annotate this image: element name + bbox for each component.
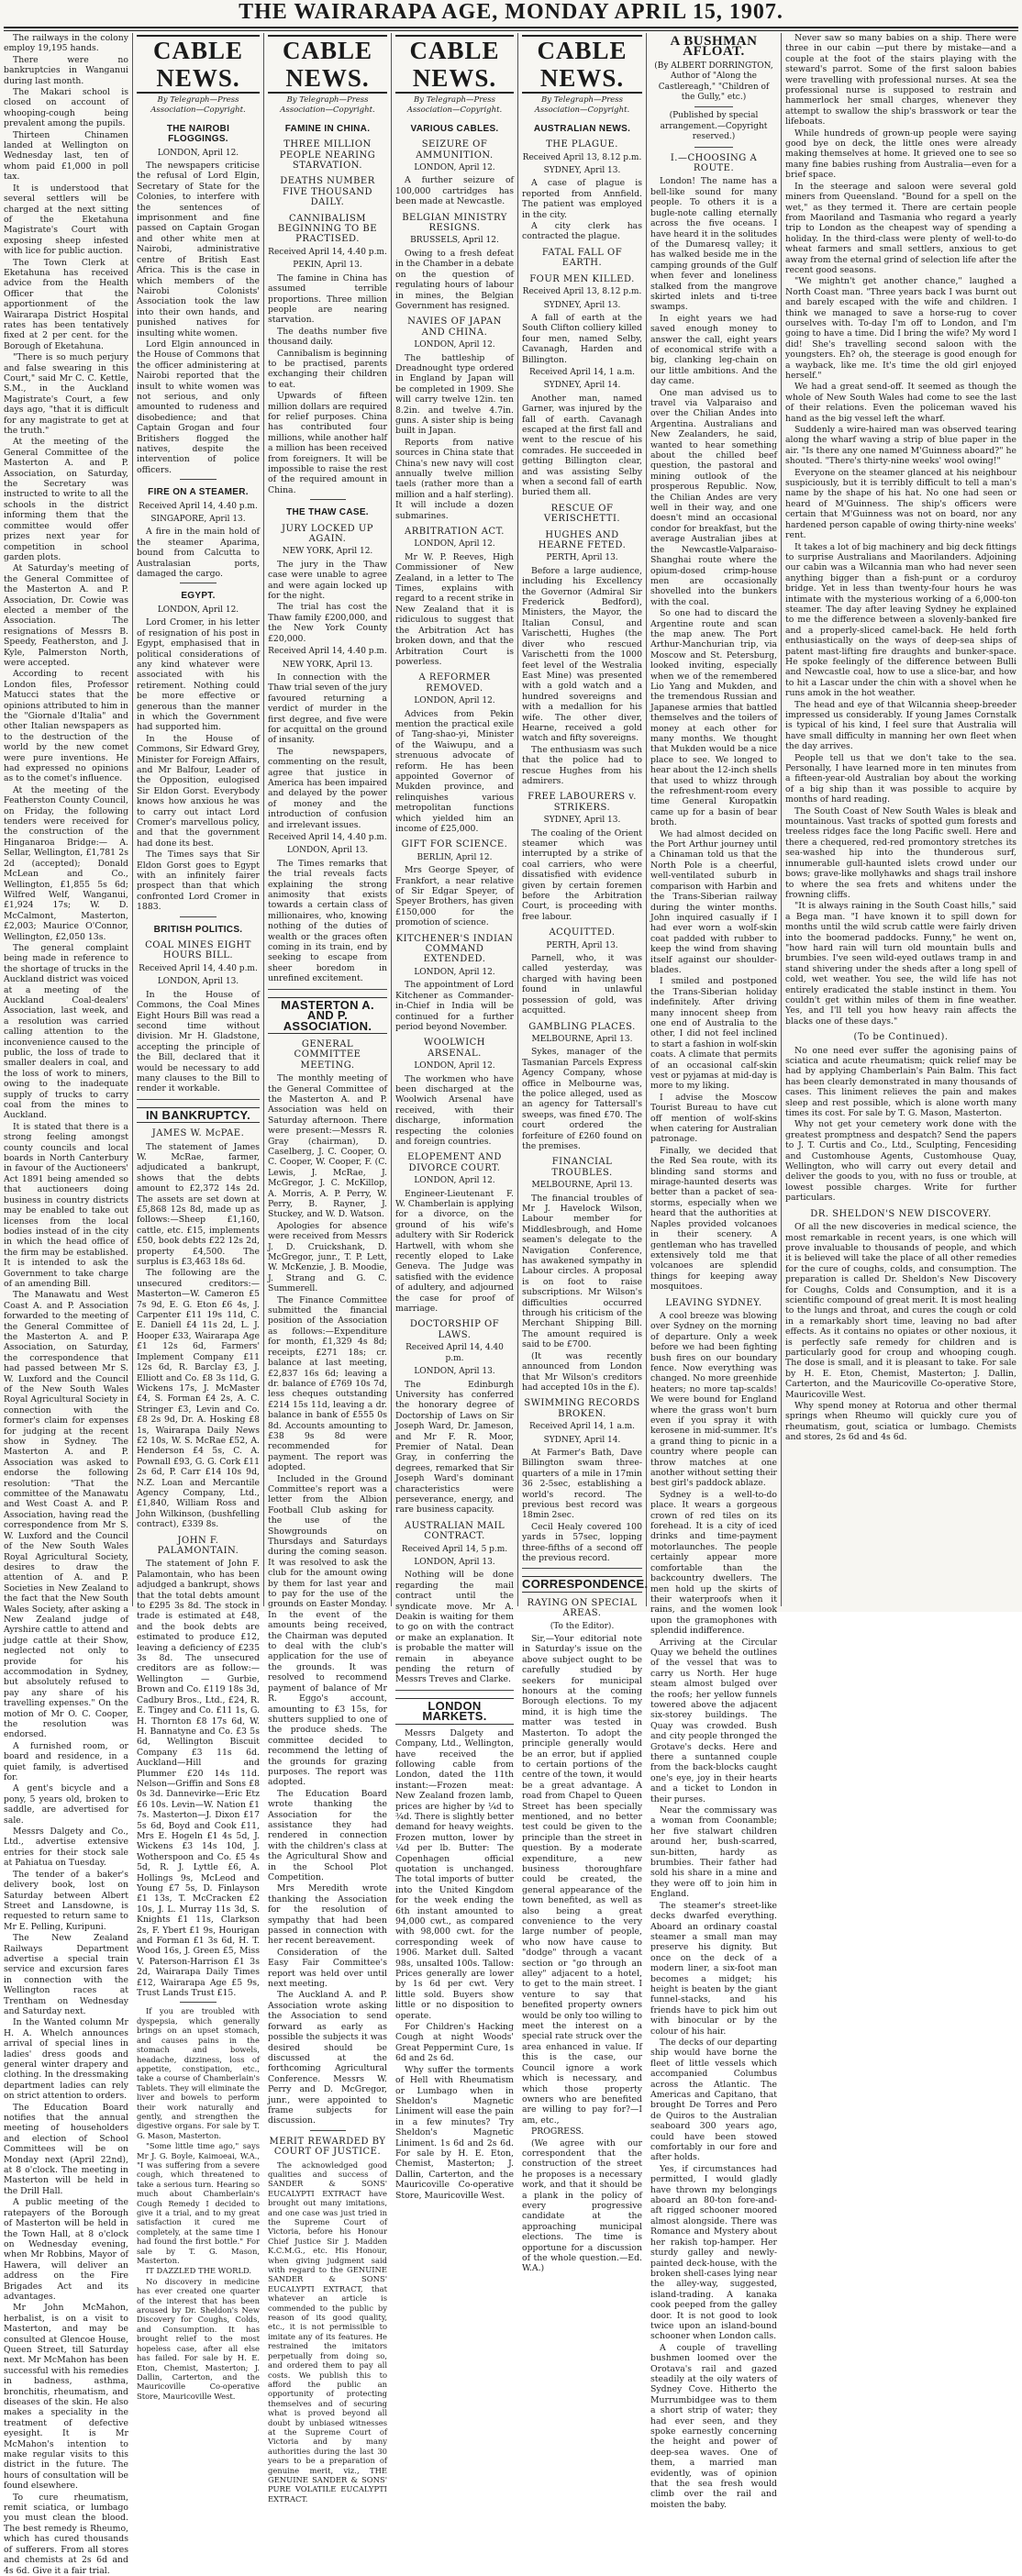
paragraph: In the House of Commons, Sir Edward Grey, Minister for Foreign Affairs, and Mr Balfour, Leader of the Opposition, eulogised Sir Eldon Gorst. Everybody knows how anxious he was to carry out intact Lord Cromer's marvellous policy, and that the government had done its best.: [137, 733, 260, 849]
advertisement: The acknowledged good qualities and success of SANDER & SONS' EUCALYPTI EXTRACT have brought out many imitations, and one case was just tried in the Supreme Court of Victoria, before his Honour Chief Justice Sir J. Madden K.C.M.G., etc. His Honour, when giving judgment said with regard to the GENUINE SANDER & SONS' EUCALYPTI EXTRACT, that whatever an article is commended to the public by reason of its good quality, etc., it is not permissible to imitate any of its features. He restrained the imitators perpetually from doing so, and ordered them to pay all costs. We publish this to afford the public an opportunity of protecting themselves and of securing what is proved beyond all doubt by unbiased witnesses at the Supreme Court of Victoria and by many authorities during the last 30 years to be a preparation of genuine merit, viz., THE GENUINE SANDER & SONS' PURE VOLATILE EUCALYPTI EXTRACT.: [268, 2160, 387, 2504]
dateline: LONDON, April 12.: [157, 605, 239, 615]
paragraph: According to recent London files, Professor Matucci states that the opinions attributed to him in the "Giornale d'Italia" and other Italian newspapers as to the destruction of the world by the new comet were pure inventions. He had expressed no opinions as to the comet's influence.: [4, 669, 128, 784]
headline-fire-steamer: FIRE ON A STEAMER.: [148, 487, 249, 498]
paragraph: The Auckland A. and P. Association wrote asking the Association to send forward as early as possible the subjects it was desired should be discussed at the forthcoming Agricultural Conference. Messrs W. Perry and D. McGregor, junr., were appointed to frame subjects for discussion.: [268, 1990, 387, 2126]
paragraph: The deaths number five thousand daily.: [268, 326, 387, 348]
separator: [522, 1568, 642, 1569]
separator: [694, 147, 732, 148]
headline-nairobi: THE NAIROBI FLOGGINGS.: [166, 123, 230, 145]
paragraph: Reports from native sources in China state that China's new navy will cost annually twelve million taels (rather more than a million and a half sterling). It will include a dozen submarines.: [395, 437, 514, 521]
column-serial-story: [647, 33, 781, 2510]
byline: By Telegraph—Press Association—Copyright.: [150, 95, 246, 116]
article-body: [395, 1728, 514, 2201]
story-paragraph: Never saw so many babies on a ship. There were three in our cabin —put there by mistake—and a couple at the foot of the stairs playing with the steward's parrot. Some of the first saloon babies were travelling with professional nurses. At sea the professional nurse is supposed to restrain and hammerlock her small charges, whenever they attempt to swallow the ship's brasswork or tear the lifeboats.: [785, 33, 1016, 128]
subheadline: FOUR MEN KILLED.: [529, 273, 635, 284]
received-line: Received April 14, 1 a.m.: [529, 1422, 635, 1432]
paragraph: The Times says that Sir Eldon Gorst goes to Egypt with an infinitely fairer prospect than that which confronted Lord Cromer in 1883.: [137, 849, 260, 913]
paragraph: No discovery in medicine has ever created one quarter of the interest that has been aroused by Dr. Sheldon's New Discovery for Coughs, Colds, and Consumption. It has brought relief to the most hopeless case, after all else has failed. For sale by H. E. Eton, Chemist, Masterton; J. Dallin, Carterton, and the Mauricoville Co-operative Store, Mauricoville West.: [137, 2276, 260, 2401]
article-body: [137, 161, 260, 475]
separator: [180, 916, 217, 917]
story-paragraph: The steamer's street-like decks dwarfed everything. Aboard an ordinary coastal steamer a small man may preserve his dignity. But once on the deck of a modern liner, a six-foot man becomes a midget; his height is beaten by the giant funnel-stacks, and his friends have to pick him out with binocular or by the colour of his hair.: [650, 1900, 777, 2037]
story-paragraph: Of all the new discoveries in medical science, the most remarkable in recent years, is one which will prove invaluable to thousands of people, and which it is believed will take the place of all other remedies for the cure of coughs, colds, and consumption. The preparation is called Dr. Sheldon's New Discovery for Coughs, Colds and Consumption, and it is a scientific compound of great merit. It is most healing to the lungs and throat, and cures the cough or cold in a remarkably short time, leaving no bad after effects. As it contains no opiates or other noxious, it is perfectly safe remedy for children and is particularly good for croup and whooping cough. The dose is small, and it is pleasant to take. For sale by H. E. Eton, Chemist, Masterton; J. Dallin, Carterton, and the Mauricoville Co-operative Store, Mauricoville West.: [785, 1222, 1016, 1400]
headline-british-politics: BRITISH POLITICS.: [153, 924, 243, 935]
article-body: [137, 1559, 260, 1998]
story-paragraph: "It is always raining in the South Coast hills," said a Bega man. "I have known it to spill down for months until the wild scrub cattle were fairly driven into the boomerad paddocks. Funny," he went on, "how hard rain will turn old mountain bulls and brumbies. I've seen wild-eyed outlaws tramp in and stand shivering under the sheds after a long spell of cold, wet weather. You see, the wild life has not entirely eradicated the stable instinct in them. You couldn't get within miles of them in fine weather. Yes, and I'll tell you how heavy rain affects the blacks one of these days.": [785, 901, 1016, 1027]
paragraph: If you are troubled with dyspepsia, which generally brings on an upset stomach, and causes pains in the stomach and bowels, headache, dizziness, loss of appetite, constipation, etc., take a course of Chamberlain's Tablets. They will eliminate the liver and bowels to perform their work naturally and gently, and strengthen the digestive organs. For sale by T. G. Mason, Masterton.: [137, 2006, 260, 2140]
story-body-part2: [785, 33, 1016, 1443]
dateline: LONDON, April 12.: [414, 1061, 495, 1071]
paragraph: The financial troubles of Mr J. Havelock Wilson, Labour member for Middlesbrough, and Home seamen's delegate to the Navigation Conference, has awakened sympathy in Labour circles. A proposal is on foot to raise subscriptions. Mr Wilson's difficulties occurred through his criticism of the Merchant Shipping Bill. The amount required is said to be £700.: [522, 1193, 642, 1350]
masthead-rule: [4, 27, 1018, 31]
paragraph: The Town Clerk at Eketahuna has received advice from the Health Officer that the apportionment of the Wairarapa District Hospital rates has been tentatively fixed at 2 per cent. for the Borough of Eketahuna.: [4, 257, 128, 351]
article-body: [395, 353, 514, 522]
dateline: SYDNEY, April 13.: [543, 166, 621, 176]
headline-thaw-case: THE THAW CASE.: [286, 507, 369, 518]
received-line: Received April 13, 8.12 p.m.: [522, 287, 642, 297]
story-paragraph: Why not get your cemetery work done with the greatest promptness and despatch? Send the papers to J. T. Curtis and Co., Ltd., Sculpting, Fencesiding and Customhouse Agents, Customhouse Quay, Wellington, who will carry out every detail and deliver the goods to you, with no fuss or trouble, at lowest possible charges. Write for further particulars.: [785, 1119, 1016, 1204]
received-line: Received April 14, 4.40 p.m.: [268, 247, 387, 257]
subheadline: DOCTORSHIP OF LAWS.: [409, 1319, 500, 1340]
to-the-editor: (To the Editor).: [550, 1621, 615, 1631]
headline-famine-china: FAMINE IN CHINA.: [284, 123, 371, 134]
story-subheading: DR. SHELDON'S NEW DISCOVERY.: [810, 1208, 992, 1219]
story-paragraph: It takes a lot of big machinery and big deck fittings to surprise Australians and Maorilanders. Adjoining our cabin was a Wilcannia man who had never seen anything bigger than a fish-punt or a corduroy bridge. Yet in less than twenty-four hours he was intimate with the mysterious working of a 6,000-ton steamer. The day after leaving Sydney he explained to me the difference between a slovenly-banked fire and a properly-sliced camel-back. He held forth enthusiastically on the ways of deep-sea ships of patent mast-lifting fire draughts and bunker-space. He spoke feelingly of the difference between Bulli and Newcastle coal, how to use a slice-bar, and how to hit a Lascar under the chin with a shovel when he runs amok in the hot weather.: [785, 541, 1016, 699]
paragraph: In the Wanted column Mr H. A. Whelch announces arrival of special lines in ladies' dress goods and general winter drapery and clothing. In the dressmaking department ladies can rely on strict attention to orders.: [4, 2017, 128, 2102]
paragraph: It is stated that there is a strong feeling amongst county councils and local boards in North Canterbury in favour of the Auctioneers' Act 1891 being amended so that auctioneers doing business in country districts may be enabled to take out licenses from the local bodies instead of in the city in which the head office of the firm may be established. It is intended to ask the Government to take charge of an amending Bill.: [4, 1121, 128, 1289]
paragraph: At Saturday's meeting of the General Committee of the Masterton A. and P. Association, Dr. Cowie was elected a member of the Association. The resignations of Messrs B. Speedy, Featherston, and J. Kyle, Palmerston North, were accepted.: [4, 563, 128, 668]
story-paragraph: Why spend money at Rotorua and other thermal springs when Rheumo will quickly cure you of rheumatism, gout, sciatica or lumbago. Chemists and stores, 2s 6d and 4s 6d.: [785, 1401, 1016, 1443]
column-cable-news-4: [518, 33, 649, 2274]
headline-bankruptcy: IN BANKRUPTCY.: [137, 1107, 260, 1123]
paragraph: Included in the Ground Committee's report was a letter from the Albion Football Club asking for the use of the Showgrounds on Thursdays and Saturdays during the coming season. It was resolved to ask the club for the amount owing by them for last year and to pay for the use of the grounds on Easter Monday. In the event of the amounts being received, the Chairman was deputed to deal with the club's application for the use of the grounds. It was resolved to recommend payment of balance of Mr R. Eggo's account, amounting to £3 15s, for shutters supplied to one of the produce sheds. The committee decided to recommend the letting of the grounds for grazing purposes. The report was adopted.: [268, 1473, 387, 1788]
article-paragraph: The coaling of the Orient steamer which was interrupted by a strike of coal carriers, who were dissatisfied with evidence given by certain foremen before the Arbitration Court, is proceeding with free labour.: [522, 827, 642, 922]
paragraph: A public meeting of the ratepayers of the Borough of Masterton will be held in the Town Hall, at 8 o'clock on Wednesday evening, when Mr Robbins, Mayor of Hawera, will deliver an address on the Fire Brigades Act and its advantages.: [4, 2197, 128, 2302]
paragraph: Messrs Dalgety and Company, Ltd., Wellington, have received the following cable from London, dated the 11th instant:—Frozen meat: New Zealand frozen lamb, prices are higher by ¼d to ¾d. There is slightly better demand for heavy weights. Frozen mutton, lower by ¼d per lb. Butter: The Copenhagen official quotation is unchanged. The total imports of butter into the United Kingdom for the week ending the 6th instant amounted to 94,000 cwt., as compared with 98,000 cwt. for the corresponding week of 1906. Market dull. Salted 98s, unsalted 100s. Tallow: Prices generally are lower by 1s 6d per cwt. Very little sold. Buyers show little or no disposition to operate.: [395, 1727, 514, 2021]
subheadline: ELOPEMENT AND DIVORCE COURT.: [407, 1152, 502, 1173]
subheadline: RESCUE OF VERISCHETTI.: [543, 503, 621, 525]
headline-correspondence: CORRESPONDENCE.: [522, 1577, 649, 1592]
paragraph: Cecil Healy covered 100 yards in 57sec, lopping three-fifths of a second off the previous record.: [522, 1521, 642, 1563]
cable-news-banner: CABLE NEWS.: [137, 35, 260, 94]
article-paragraph: The workmen who have been discharged at the Woolwich Arsenal have received, with their discharge, information respecting the colonies and foreign countries.: [395, 1073, 514, 1147]
story-paragraph: "We mightn't get another chance," laughed a North Coast man. "Three years back I was burnt out and barely escaped with the wife and children. I think we managed to save a horse-rug to cover ourselves with. To-day I'm off to London, and I'm going to have a time. Did I bring the wife? My word I did! She's travelling second saloon with the youngsters. Eh? oh, the steerage is good enough for a wayback, like me. It's time the old girl enjoyed herself.": [785, 276, 1016, 381]
paragraph: The Finance Committee submitted the financial position of the Association as follows:—Expenditure for month, £1,329 4s 8d; receipts, £271 18s; cr. balance at last meeting, £2,837 16s 6d; leaving a dr. balance of £769 10s 7d, less cheques outstanding £214 15s 11d, leaving a dr. balance in bank of £555 0s 8d. Accounts amounting to £38 9s 8d were recommended for payment. The report was adopted.: [268, 1294, 387, 1473]
separator: [694, 106, 732, 107]
paragraph: The statement of James W. McRae, farmer, adjudicated a bankrupt, shows that the debts amount to £2,372 14s 2d. The assets are set down at £5,868 12s 8d, made up as follows:—Sheep £1,160, cattle, etc. £15, implements £50, book debts £22 12s 2d, property £4,500. The surplus is £3,463 18s 6d.: [137, 1141, 260, 1268]
story-paragraph: Sydney is a well-to-do place. It wears a gorgeous crown of red tiles on its forehead. It is a city of iced drinks and time-payment motorlaunches. The people certainly appear more comfortable than the backcountry dwellers. The men hold up the skirts of their waterproofs when it rains, and the women look upon the gramophones with splendid indifference.: [650, 1489, 777, 1637]
article-paragraph: Another man, named Garner, was injured by the fall of earth. Cavanagh escaped at the first fall and went to the rescue of his comrades. He succeeded in getting Billington clear, and was assisting Selby when a second fall of earth buried them all.: [522, 393, 642, 498]
paragraph: The New Zealand Railways Department advertise a special train service and excursion fares in connection with the Wellington races at Trentham on Wednesday and Saturday next.: [4, 1933, 128, 2016]
story-paragraph: One man advised us to travel via Valparaiso and over the Chilian Andes into Argentina. Australians and New Zealanders, he said, wanted to hear something about the chilled beef question, the pastoral and mining outlook of the prosperous Republic. Now, the Chilian Andes are very well in their way, and one doesn't mind an occasional condor for breakfast, but the average Australian jibes at the Newcastle-Valparaiso-Shanghai route where the opium-dosed crimp-house men are occasionally shovelled into the bunkers with the coal.: [650, 387, 777, 607]
cable-news-banner: CABLE NEWS.: [268, 35, 387, 94]
story-paragraph: Finally, we decided that the Red Sea route, with its blinding sand storms and mirage-haunted deserts was better than a packet of sea-storms, especially when we heard that the authorities at Naples provided volcanoes in their scenery. A gentleman who has travelled extensively told me that volcanoes are splendid things for keeping away mosquitoes.: [650, 1145, 777, 1293]
subheadline: FREE LABOURERS v. STRIKERS.: [528, 792, 637, 813]
article-body: [522, 1194, 642, 1393]
subheadline: JAMES W. McPAE.: [151, 1128, 245, 1139]
paragraph: The battleship of Dreadnought type ordered in England by Japan will be completed in 1909. She will carry twelve 12in. ten 8.2in. and twelve 4.7in. guns. A sister ship is being built in Japan.: [395, 352, 514, 437]
column-local-news: [0, 33, 132, 2576]
column-cable-news-2: [264, 33, 391, 2504]
paragraph: Consideration of the Easy Fair Committee's report was held over until next meeting.: [268, 1947, 387, 1990]
byline: By Telegraph—Press Association—Copyright.: [534, 95, 630, 116]
subheadline: GAMBLING PLACES.: [528, 1021, 636, 1032]
dateline: SINGAPORE, April 13.: [150, 515, 246, 525]
dateline: LONDON, April 13.: [414, 1367, 495, 1377]
headline-australian-news: AUSTRALIAN NEWS.: [533, 123, 631, 134]
subheadline: ARBITRATION ACT.: [405, 527, 505, 538]
paragraph: A city clerk has contracted the plague.: [522, 221, 642, 242]
dateline: SYDNEY, April 13.: [543, 300, 621, 310]
paragraph: Before a large audience, including his Excellency the Governor (Admiral Sir Frederick Bedford), Ministers, the Mayor, the Italian Consul, and Varischetti, Hughes (the diver who rescued Varischetti from the 1000 feet level of the Westralia East Mine) was presented with a gold watch and a hundred sovereigns and with a medallion for his wife. The other diver, Hearne, received a gold watch and fifty sovereigns.: [522, 565, 642, 744]
received-line: Received April 14, 4.40 p.m.: [268, 833, 387, 842]
paragraph: The Manawatu and West Coast A. and P. Association forwarded to the meeting of the General Committee of the Masterton A. and P. Association, on Saturday, the correspondence that had passed between Mr S. W. Luxford and the Council of the New South Wales Royal Agricultural Society in connection with the former's claim for expenses for judging at the recent show in Sydney. The Masterton A. and P. Association was asked to endorse the following resolution: "That the committee of the Manawatu and West Coast A. and P. Association, having read the correspondence from Mr S. W. Luxford and the Council of the New South Wales Royal Agricultural Society, desires to draw the attention of A. and P. Societies in New Zealand to the fact that the New South Wales Society, after asking a New Zealand judge of Ayrshire cattle to attend and judge cattle at their Show, neglected not only to provide for his accommodation in Sydney, but absolutely refused to pay any share of his travelling expenses." On the motion of Mr O. C. Cooper, the resolution was endorsed.: [4, 1290, 128, 1740]
story-paragraph: No one need ever suffer the agonising pains of sciatica and acute rheumatism; quick relief may be had by applying Chamberlain's Pain Balm. This fact has been clearly demonstrated in many thousands of cases. This liniment relieves the pain and makes sleep and rest possible, which is alone worth many times its cost. For sale by T. G. Mason, Masterton.: [785, 1045, 1016, 1119]
dateline: SYDNEY, April 14.: [543, 1435, 621, 1445]
separator: [180, 2002, 217, 2003]
chapter-heading: I.—CHOOSING A ROUTE.: [670, 152, 758, 174]
subheadline: COAL MINES EIGHT HOURS BILL.: [145, 940, 251, 961]
subheadline: CANNIBALISM BEGINNING TO BE PRACTISED.: [277, 213, 378, 245]
article-paragraph: A fall of earth at the South Clifton colliery killed four men, named Selby, Cavanagh, Harden and Billington.: [522, 312, 642, 365]
dateline: PERTH, April 13.: [546, 553, 618, 563]
dateline: BERLIN, April 12.: [417, 852, 493, 862]
paragraph: There were no bankruptcies in Wanganui during last month.: [4, 54, 128, 86]
column-cable-news-1: [133, 33, 263, 2401]
article-paragraph: Parnell, who, it was called yesterday, was charged with having been found in unlawful possession of gold, was acquitted.: [522, 953, 642, 1016]
subheadline: FATAL FALL OF EARTH.: [541, 247, 623, 269]
article-paragraph: A fire in the main hold of the steamer Aparima, bound from Calcutta to Australasian ports, damaged the cargo.: [137, 527, 260, 580]
story-paragraph: The decks of our departing ship would have borne the fleet of little vessels which accompanied Columbus across the Atlantic. The Americas and Capitano, that brought De Torres and Pero de Quiros to the Australian seaboard 300 years ago, could have been stowed comfortably in our fore and after holds.: [650, 2037, 777, 2163]
paragraph: Mr John McMahon, herbalist, is on a visit to Masterton, and may be consulted at Glencoe House, Queen Street, till Saturday next. Mr McMahon has been successful with his remedies in badness, asthma, bronchitis, rheumatism, and diseases of the skin. He also makes a speciality in the treatment of defective eyesight. It is Mr McMahon's intention to make regular visits to this district in the future. The hours of consultation will be found elsewhere.: [4, 2303, 128, 2492]
paragraph: The Makari school is closed on account of whooping-cough being prevalent among the pupils.: [4, 87, 128, 129]
separator: [395, 1690, 514, 1691]
dateline: LONDON, April 13.: [286, 846, 369, 856]
story-paragraph: Suddenly a wire-haired man was observed tearing along the wharf waving a strip of blue paper in the air. "Is there any one named M'Guinness aboard?" he shouted. "There's thirty-nine weeks' wool owing!": [785, 425, 1016, 467]
article-paragraph: The Times remarks that the trial reveals facts explaining the strong animosity that exists towards a certain class of millionaires, who, knowing nothing of the duties of wealth or the graces often coming in its train, end by seeking to escape from sheer boredom in unrefined excitement.: [268, 858, 387, 984]
subheadline: THE PLAGUE.: [546, 139, 618, 150]
dateline: LONDON, April 12.: [414, 340, 495, 350]
subheadline: GIFT FOR SCIENCE.: [401, 839, 508, 850]
paragraph: A gent's bicycle and a pony, 5 years old, broken to saddle, are advertised for sale.: [4, 1783, 128, 1826]
subheadline: JURY LOCKED UP AGAIN.: [281, 523, 374, 545]
article-paragraph: The Edinburgh University has conferred the honorary degree of Doctorship of Laws on Sir Joseph Ward, Dr. Jameson, and Mr F. R. Moor, Premier of Natal. Dean Gray, in conferring the degrees, remarked that Sir Joseph Ward's dominant characteristics were perseverance, energy, and rare business capacity.: [395, 1379, 514, 1516]
paragraph: At the meeting of the General Committee of the Masterton A. and P. Association, on Saturday, the Secretary was instructed to write to all the schools in the district informing them that the committee would offer prizes next year for competition in school garden plots.: [4, 437, 128, 562]
paragraph: The trial has cost the Thaw family £200,000, and the New York County £20,000.: [268, 602, 387, 644]
received-line: Received April 13, 8.12 p.m.: [522, 152, 642, 162]
paragraph: Thirteen Chinamen landed at Wellington on Wednesday last, ten of whom paid £1,000 in poll tax.: [4, 129, 128, 183]
paragraph: PROGRESS.: [531, 2126, 584, 2137]
headline-masterton-ap: MASTERTON A. AND P. ASSOCIATION.: [268, 997, 387, 1034]
paragraph: The general complaint being made in reference to the shortage of trucks in the Auckland district was voiced at a meeting of the Auckland Coal-dealers' Association, last week, and a resolution was carried calling attention to the inconvenience caused to the public, the loss of trade to smaller dealers in coal, and the loss of work to miners, owing to the inadequate supply of trucks to carry coal from the mines to Auckland.: [4, 942, 128, 1121]
article-body: [522, 178, 642, 241]
story-body-part1: [650, 176, 777, 2510]
dateline: MELBOURNE, April 13.: [531, 1034, 633, 1044]
article-body: [522, 1634, 642, 2274]
paragraph: It is understood that several settlers will be charged at the next sitting of the Eketahuna Magistrate's Court with exposing sheep infested with lice for public auction.: [4, 183, 128, 257]
dateline: LONDON, April 12.: [414, 539, 495, 550]
story-paragraph: I advise the Moscow Tourist Bureau to have cut off mention of wolf-skins when catering for Australian patronage.: [650, 1092, 777, 1145]
dateline: LONDON, April 12.: [414, 163, 495, 173]
masthead-title: THE WAIRARAPA AGE, MONDAY APRIL 15, 1907.: [239, 0, 783, 24]
paragraph: At Farmer's Bath, Dave Billington swam three-quarters of a mile in 17min 36 2-5sec, establishing a world's record. The previous best record was 18min 2sec.: [522, 1447, 642, 1521]
headline-various-cables: VARIOUS CABLES.: [410, 123, 499, 134]
subheadlines: [268, 139, 387, 245]
paragraph: Messrs Dalgety and Co., Ltd., advertise extensive entries for their stock sale at Pahiatua on Tuesday.: [4, 1827, 128, 1869]
article-paragraph: Owing to a fresh defeat in the Chamber in a debate on the question of regulating hours of labour in mines, the Belgian Government has resigned.: [395, 248, 515, 311]
story-paragraph: Near the commissary was a woman from Coonamble; her five stalwart children around her, bush-scarred, sun-bitten, hardy as brumbies. Their father had sold his share in a mine and they were off to join him in England.: [650, 1805, 777, 1900]
dateline: MELBOURNE, April 13.: [531, 1181, 633, 1191]
story-paragraph: A couple of travelling bushmen loomed over the Orotava's rail and gazed steadily at the oily waters of Sydney Cove. Hitherto the Murrumbidgee was to them a short strip of water; they had ever seen, and they spoke earnestly concerning the height and power of deep-sea waves. One of them, a married man evidently, was of opinion that the sea fresh would climb over the rail and moisten the baby.: [650, 2342, 777, 2510]
story-paragraph: A cool breeze was blowing over Sydney on the morning of departure. Only a week before we had been fighting bush fires on our boundary fence. Now everything was changed. No more greenhide heaters; no more tap-scalds! We were bound for England where the grass won't burn even if you spray it with kerosene in mid-summer. It's a grand thing to picnic in a country where people can throw matches at one another without setting their best girl's paddock ablaze.: [650, 1310, 777, 1489]
article-body: [137, 617, 260, 912]
byline: By Telegraph—Press Association—Copyright.: [406, 95, 503, 116]
dateline: NEW YORK, April 12.: [282, 547, 373, 557]
article-paragraph: Sykes, manager of the Tasmanian Parcels Express Agency Company, whose office in Melbourne was, the police alleged, used as an agency for Tattersall's sweeps, was fined £70. The court ordered the forfeiture of £260 found on the premises.: [522, 1047, 642, 1151]
masthead: [0, 0, 1022, 24]
paragraph: IT DAZZLED THE WORLD.: [146, 2266, 252, 2276]
dateline: LONDON, April 12.: [414, 967, 495, 977]
subheadline: NAVIES OF JAPAN AND CHINA.: [407, 316, 502, 338]
separator: [137, 1099, 260, 1100]
byline: By Telegraph—Press Association—Copyright.: [280, 95, 375, 116]
received-line: Received April 14, 4.40 p.m.: [139, 501, 258, 511]
received-line: Received April 14, 4.40 p.m.: [139, 963, 258, 973]
paragraph: The railways in the colony employ 19,195 hands.: [4, 33, 128, 54]
paragraph: In connection with the Thaw trial seven of the jury favoured returning a verdict of murder in the first degree, and five were for acquittal on the ground of insanity.: [268, 672, 387, 746]
story-paragraph: We had almost decided on the Port Arthur journey until a Chinaman told us that the North Pole is a cheerful, well-ventilated suburb in comparison with Harbin and the Trans-Siberian railway during the winter months. John inquired casually if I had ever worn a wolf-skin coat padded with rubber to keep the wind from shaving itself against our shoulder-blades.: [650, 828, 777, 975]
dateline: LONDON, April 12.: [414, 696, 495, 706]
story-title: A BUSHMAN AFLOAT.: [670, 34, 758, 60]
article-paragraph: The appointment of Lord Kitchener as Commander-in-Chief in India will be continued for a further period beyond November.: [395, 980, 514, 1032]
story-paragraph: In the steerage and saloon were several gold miners from Queensland. "Bound for a spell on the wet," as they termed it. There are certain people from Maoriland and Tasmania who regard a yearly trip to London as the cheapest way of spending a holiday. In the third-class were plenty of well-to-do wheat farmers and small settlers, anxious to get away from the eternal grind of selection life after the recent good seasons.: [785, 181, 1016, 275]
paragraph: "Some little time ago," says Mr J. G. Boyle, Kaimoeai, W.A., "I was suffering from a severe cough, which threatened to take a serious turn. Hearing so much about Chamberlain's Cough Remedy I decided to give it a trial, and to my great satisfaction it cured me completely, at the same time I had found the first bottle." For sale by T. G. Mason, Masterton.: [137, 2141, 260, 2266]
article-body: [522, 566, 642, 787]
story-paragraph: Everyone on the steamer glanced at his neighbour suspiciously, but it is terribly difficult to tell a man's name by the shape of his hat. No one had seen or heard of M'Guinness. The ship's officers were certain that M'Guinness was not on board, nor any hardened person capable of owing thirty-nine weeks' rent.: [785, 467, 1016, 541]
received-line: Received April 14, 4.40 p.m.: [405, 1343, 504, 1363]
story-paragraph: People tell us that we don't take to the sea. Personally, I have learned more in ten minutes from a fifteen-year-old Australian boy about the working of a big ship than it was possible to acquire by months of hard reading.: [785, 752, 1016, 805]
separator: [310, 2130, 346, 2131]
article-paragraph: In the House of Commons, the Coal Mines Eight Hours Bill was read a second time without division. Mr H. Gladstone, accepting the principle of the Bill, declared that it would be necessary to add many clauses to the Bill to render it workable.: [137, 989, 260, 1094]
subheadline: A REFORMER REMOVED.: [418, 672, 491, 694]
story-paragraph: The South Coast of New South Wales is bleak and mountainous. Vast tracks of spotted gum forests and treeless ridges face the long Pacific swell. Here and there a chequered, red-red promontory stretches its sea-washed hip into the thunderous surf, innumerable gull-haunted islets crowd under our bows; grave-like mollyhawks and shags trail inshore to where the sea frets and whitens under the frowning cliffs.: [785, 805, 1016, 900]
received-line: Received April 14, 1 a.m.: [529, 367, 635, 377]
article-paragraph: Engineer-Lieutenant F. W. Chamberlain is applying for a divorce, on the ground of his wife's adultery with Sir Roderick Hartwell, with whom she recently eloped to Lake Geneva. The Judge was satisfied with the evidence of adultery, and adjourned the case for proof of marriage.: [395, 1188, 514, 1315]
dateline: NEW YORK, April 13.: [282, 660, 373, 670]
column-cable-news-3: [392, 33, 517, 2201]
article-paragraph: A further seizure of 100,000 cartridges has been made at Newcastle.: [395, 175, 514, 207]
separator: [268, 989, 387, 990]
dateline: SYDNEY, April 13.: [543, 816, 621, 826]
story-subheading: (To be Continued).: [853, 1032, 949, 1043]
headline-london-markets: LONDON MARKETS.: [395, 1698, 514, 1725]
subheadline: THREE MILLION PEOPLE NEARING STARVATION.: [279, 139, 376, 172]
article-body: [522, 1448, 642, 1563]
cable-news-banner: CABLE NEWS.: [395, 35, 514, 94]
paragraph: The monthly meeting of the General Committee of the Masterton A. and P. Association was held on Saturday afternoon. There were present:—Messrs R. Gray (chairman), D. Caselberg, J. C. Cooper, O. C. Cooper, W. Cooper, F. (C. Lewis, J. McRae, J. McGregor, J. C. McKillop, A. Morris, A. P. Perry, W. Perry, B. Rayner, J. Stuckey, and W. D. Watson.: [268, 1073, 387, 1220]
story-subheading: LEAVING SYDNEY.: [665, 1297, 762, 1308]
subheadline: FINANCIAL TROUBLES.: [551, 1157, 613, 1178]
paragraph: A case of plague is reported from Annfield. The patient was employed in the city.: [522, 178, 642, 220]
paragraph: Lord Elgin announced in the House of Commons that the officer administering at Nairobi reported that the insult to white women was not serious, and only amounted to rudeness and disobedience; and that Captain Grogan and four Britishers flogged the natives, despite the intervention of police officers.: [137, 339, 260, 475]
paragraph: The Education Board wrote thanking the Association for the assistance they had rendered in connection with the children's class at the Agricultural Show and in the School Plot Competition.: [268, 1788, 387, 1882]
local-news-list: [4, 33, 128, 2576]
story-paragraph: The head and eye of that Wilcannia sheep-breeder impressed us considerably. If young James Cornstalk is typical of his kind, I feel sure that Australia will have small difficulty in manning her own fleet when the day arrives.: [785, 699, 1016, 752]
cable-news-banner: CABLE NEWS.: [522, 35, 642, 94]
dateline: BRUSSELS, April 12.: [410, 236, 499, 246]
paragraph: Lord Cromer, in his letter of resignation of his post in Egypt, emphasised that in political considerations of any kind whatever were associated with his retirement. Nothing could be more effective or generous than the manner in which the Government had supported him.: [137, 617, 260, 733]
dateline: PERTH, April 13.: [546, 940, 618, 950]
paragraph: The statement of John F. Palamontain, who has been adjudged a bankrupt, shows that the total debts amount to £295 3s 8d. The stock in trade is estimated at £48, and the book debts are estimated to produce £12, leaving a deficiency of £235 3s 8d. The unsecured creditors are as follow:—Wellington — Gurbie, Brown and Co. £119 18s 3d, Cadbury Bros., Ltd., £24, R. E. Tingey and Co. £11 1s, G. H. Thornton £8 17s 6d, W. H. Bannatyne and Co. £3 5s 6d, Wellington Biscuit Company £3 11s 6d. Auckland—Hill and Plummer £20 14s 11d. Nelson—Griffin and Sons £8 0s 3d. Dannevirke—Eric Etz £6 10s. Levin—W. Nation £1 7s. Masterton—J. Dixon £17 5s 6d, Boyd and Cook £11, Mrs E. Hogeln £1 4s 5d, J. Wickens £3 14s 10d, J. Wotherspoon and Co. £5 4s 5d, R. J. Lyttle £6, A. Hollings 9s, McLeod and Young £7 5s, D. Finlayson £1 13s, T. McCracken £2 10s, J. L. Murray 11s 3d, S. Knights £1 11s, Clarkson 2s, F. Ybert £1 9s, Hourigan and Forman £1 3s 6d, H. T. Wood 16s, J. Green £5, Miss V. Paterson-Harrison £1 3s 2d, Wairarapa Daily Times £12, Wairarapa Age £5 9s, Trust Lands Trust £15.: [137, 1559, 260, 1999]
paragraph: The Education Board notifies that the annual meeting of householders and election of School Committees will be on Monday next (April 22nd), at 8 o'clock. The meeting in Masterton will be held in the Drill Hall.: [4, 2102, 128, 2196]
paragraph: Mrs Meredith wrote thanking the Association for the resolution of sympathy that had been passed in connection with her recent bereavement.: [268, 1883, 387, 1947]
dateline: LONDON, April 13.: [157, 977, 239, 987]
article-body: [268, 560, 387, 644]
received-line: Received April 14, 4.40 p.m.: [268, 647, 387, 657]
subheadline: GENERAL COMMITTEE MEETING.: [294, 1038, 361, 1071]
paragraph: Sir,—Your editorial note in Saturday's issue on the above subject ought to be carefully studied by seekers for municipal honours at the coming Borough elections. To my mind, it is high time the matter was tested in Masterton. To adopt the principle generally would be an error, but if applied to certain portions of the centre of the town, it would be a great advantage. A road from Chapel to Queen Street has been specially mentioned, and no better test could be given to the principle than the street in question. By a moderate expenditure, a new business thoroughfare could be created, the general appearance of the town benefited, as well as also being a great convenience to the very large number of people, who now have cause to "dodge" through a vacant section or "go through an alley" adjacent to a hotel, to get to the main street. I venture to say that benefited property owners would be only too willing to meet the interest on a special rate struck over the area enhanced in value. If this is the case, our Council ignore a work which is necessary, and which those property owners who are benefited are willing to pay for?—I am, etc.,: [522, 1634, 642, 2126]
paragraph: The following are the unsecured creditors:—Masterton—W. Cameron £5 7s 9d, E. G. Eton £6 4s, J. Carpenter £11 19s 11d, C. E. Daniell £4 11s 2d, L. J. Hooper £33, Wairarapa Age £1 12s 6d, Farmers' Implement Company £11 12s 6d, R. Barclay £3, J. Elliott and Co. £8 3s 11d, G. Wickens 17s, J. McMaster £4, S. Forman £4 2s, A. C. Stringer £3, Levin and Co. £8 2s 9d, Dr. A. Hosking £8 1s, Wairarapa Daily News £2 10s, W. S. McRae £52, A. Henderson £4 5s, C. A. Pownall £93, G. G. Cork £11 2s 6d, P. Carr £14 10s 9d, N.Z. Loan and Mercantile Agency Company, Ltd., £1,840, William Ross and John Wilkinson, (bushfelling contract), £339 8s.: [137, 1268, 260, 1530]
paragraph: The jury in the Thaw case were unable to agree and were again locked up for the night.: [268, 559, 387, 602]
article-paragraph: Advices from Pekin mention the practical exile of Tang-shao-yi, Minister of the Waiwupu, and a strenuous advocate of reform. He has been appointed Governor of Mukden province, and relinquishes various metropolitan functions which yielded him an income of £25,000.: [395, 708, 514, 834]
paragraph: The famine in China has assumed terrible proportions. Three million people are nearing starvation.: [268, 272, 387, 326]
paragraph: "There is so much perjury and false swearing in this Court," said Mr C. C. Kettle, S.M., in the Auckland Magistrate's Court, a few days ago, "that it is difficult for any magistrate to get at the truth.": [4, 352, 128, 437]
separator: [180, 479, 217, 480]
subheadline: SEIZURE OF AMMUNITION.: [416, 139, 494, 161]
paragraph: The tender of a baker's delivery book, lost on Saturday between Albert Street and Lansdowne, is requested to return same to Mr E. Pelling, Kuripuni.: [4, 1869, 128, 1932]
dateline: LONDON, April 13.: [414, 1558, 495, 1567]
paragraph: To cure rheumatism, remit sciatica, or lumbago you must clean the blood. The best remedy is Rheumo, which has cured thousands of sufferers. From all stores and chemists at 2s 6d and 4s 6d. Give it a fair trial.: [4, 2492, 128, 2576]
story-paragraph: In eight years we had saved enough money to answer the call, eight years of economical strife with a big, clanking leg-chain on our little ambitions. And the day came.: [650, 313, 777, 387]
paragraph: Upwards of fifteen million dollars are required for relief purposes. China has contributed four millions, while another half a million has been received from foreigners. It will be impossible to raise the rest of the required amount in China.: [268, 391, 387, 495]
story-paragraph: We had a great send-off. It seemed as though the whole of New South Wales had come to see the last of their relations. Even the policeman waved his hand as the big vessel left the wharf.: [785, 382, 1016, 424]
paragraph: The enthusiasm was such that the police had to rescue Hughes from his admirers.: [522, 744, 642, 786]
paragraph: (It was recently announced from London that Mr Wilson's creditors had accepted 10s in the £).: [522, 1350, 642, 1393]
story-author: (By ALBERT DORRINGTON, Author of "Along the Castlereagh," "Children of the Gully," etc.): [654, 61, 773, 103]
column-serial-story-cont: [782, 33, 1022, 1606]
subheadline: MERIT REWARDED BY COURT OF JUSTICE.: [269, 2136, 386, 2158]
story-paragraph: So one had to discard the Argentine route and scan the map anew. The Port Arthur-Manchurian trip, via Moscow and St. Petersburg, looked inviting, especially when we of the remembered Lio Yang and Mukden, and the tremendous Russian and Japanese armies that battled themselves and the toilers of money at each other for many months. We thought that Mukden would be a nice place to see. We longed to hear about the 12-inch shells that used to whizz through the refreshment-room every time General Kuropatkin came up for a basin of bear broth.: [650, 608, 777, 828]
dateline: PEKIN, April 13.: [293, 261, 362, 271]
subheadline: KITCHENER'S INDIAN COMMAND EXTENDED.: [395, 933, 514, 965]
subheadline: RAYING ON SPECIAL AREAS.: [527, 1597, 638, 1619]
copyright-note: (Published by special arrangement.—Copyright reserved.): [660, 111, 768, 142]
received-line: Received April 14, 5 p.m.: [401, 1544, 508, 1554]
story-paragraph: London! The name has a bell-like sound for many people. To others it is a bugle-note calling eternally across the five oceans. I have heard it in the solitudes of the Dumaresq valley; it has walked beside me in the camping grounds of the Gulf when fever and loneliness stalked from the mangrove skirted inlets and ti-tree swamps.: [650, 176, 777, 313]
story-paragraph: I smiled and postponed the Trans-Siberian holiday indefinitely. After driving many innocent sheep from one end of Australia to the other, I did not feel inclined to start a fashion in wolf-skin coats. A climate that permits of an occasional calf-skin vest or pyjamas at mid-day is more to my liking.: [650, 976, 777, 1092]
story-paragraph: While hundreds of grown-up people were saying good bye on deck, the little ones were already making themselves at home. It grieved one to see so many fine babies rushing from Australia—even for a brief space.: [785, 128, 1016, 181]
article-body: [268, 672, 387, 830]
subheadline: AUSTRALIAN MAIL CONTRACT.: [404, 1520, 505, 1542]
article-body: [268, 273, 387, 496]
subheadline: ACQUITTED.: [549, 927, 616, 938]
paragraph: For Children's Hacking Cough at night Woods' Great Peppermint Cure, 1s 6d and 2s 6d.: [395, 2022, 514, 2064]
dateline: LONDON, April 12.: [414, 1176, 495, 1186]
subheadline: SWIMMING RECORDS BROKEN.: [524, 1398, 640, 1419]
headline-egypt: EGYPT.: [181, 591, 216, 602]
subheadline: HUGHES AND HEARNE FETED.: [538, 529, 627, 551]
article-body: [137, 1142, 260, 1530]
article-body: [268, 1073, 387, 2126]
article-paragraph: Mr W. P. Reeves, High Commissioner of New Zealand, in a letter to The Times, explains with regard to a recent strike in New Zealand that it is ridiculous to suggest that the Arbitration Act has broken down, and that the Arbitration Court is powerless.: [395, 551, 514, 667]
paragraph: At the meeting of the Featherston County Council, on Friday, the following tenders were received for the construction of the Hinganaroa Bridge:— A. Sellar, Wellington, £1,781 2s 2d (accepted); Donald McLean and Co., Wellington, £1,855 5s 6d; Wilfred Welf, Wanganui, £1,924 17s; W. D. McCalmont, Masterton, £2,003; Maurice O'Connor, Wellington, £2,050 13s.: [4, 784, 128, 942]
separator: [310, 499, 346, 500]
advertisements: [137, 2006, 260, 2401]
subheadline: DEATHS NUMBER FIVE THOUSAND DAILY.: [280, 176, 375, 208]
paragraph: Apologies for absence were received from Messrs J. D. Cruickshank, D. McGregor, junr., T. P. Lett, W. McKenzie, J. B. Moodie, J. Strang and G. C. Summerell.: [268, 1220, 387, 1294]
dateline: LONDON, April 12.: [157, 148, 239, 158]
paragraph: The newspapers, commenting on the result, agree that justice in America has been impaired and delayed by the power of money and the introduction of confusion and irrelevant issues.: [268, 746, 387, 830]
paragraph: Why suffer the torments of Hell with Rheumatism or Lumbago when in Sheldon's Magnetic Liniment will ease the pain in a few minutes? Try Sheldon's Magnetic Liniment. 1s 6d and 2s 6d. For sale by H. E. Eton, Chemist, Masterton; J. Dallin, Carterton, and the Mauricoville Co-operative Store, Mauricoville West.: [395, 2064, 514, 2201]
subheadline: JOHN F. PALAMONTAIN.: [157, 1535, 239, 1556]
paragraph: A furnished room, or board and residence, in a quiet family, is advertised for.: [4, 1740, 128, 1783]
paragraph: The newspapers criticise the refusal of Lord Elgin, Secretary of State for the Colonies, to interfere with the sentences of imprisonment and fine passed on Captain Grogan and other white men at Nairobi, administrative centre of British East Africa. This is the case in which members of the Nairobi Colonists' Association took the law into their own hands, and punished natives for insulting white women.: [137, 161, 260, 339]
subheadline: BELGIAN MINISTRY RESIGNS.: [402, 212, 507, 234]
dateline: SYDNEY, April 14.: [543, 381, 621, 391]
story-paragraph: Yes, if circumstances had permitted, I would gladly have thrown my belongings aboard an 80-ton fore-and-aft rigged schooner moored almost alongside. There was Romance and Mystery about her rakish top-hamper. Her sturdy galley and newly-painted deck-house, with the broken shell-cases lying near the alley-way, suggested, island-trading. A kanaka cook peeped from the galley door. It is not good to look twice upon an island-bound schooner when London calls.: [650, 2163, 777, 2342]
paragraph: Cannibalism is beginning to be practised, parents exchanging their children to eat.: [268, 348, 387, 390]
story-paragraph: Arriving at the Circular Quay we beheld the outlines of the vessel that was to carry us North. Her huge steam almost bulged over the roofs; her yellow funnels towered above the adjacent six-storey buildings. The Quay was crowded. Bush and city people thronged the Grotave's decks. Here and there a suntanned couple from the back-blocks caught one's eye, joy in their hearts and a ticket to London in their purses.: [650, 1637, 777, 1804]
article-paragraph: Mrs George Speyer, of Frankfort, a near relative of Sir Edgar Speyer, of Speyer Brothers, has given £150,000 for the promotion of science.: [395, 865, 514, 928]
paragraph: (We agree with our correspondent that the construction of the street he proposes is a necessary work, and that it should be a plank in the policy of every progressive candidate at the approaching municipal elections. The time is opportune for a discussion of the whole question.—Ed. W.A.): [522, 2137, 642, 2274]
subheadline: WOOLWICH ARSENAL.: [423, 1038, 486, 1059]
article-paragraph: Nothing will be done regarding the mail contract until the syndicate move. Mr A. Deakin is waiting for them to go on with the contract or make an explanation. It is probable the matter will remain in abeyance pending the return of Messrs Treves and Clarke.: [395, 1570, 514, 1685]
